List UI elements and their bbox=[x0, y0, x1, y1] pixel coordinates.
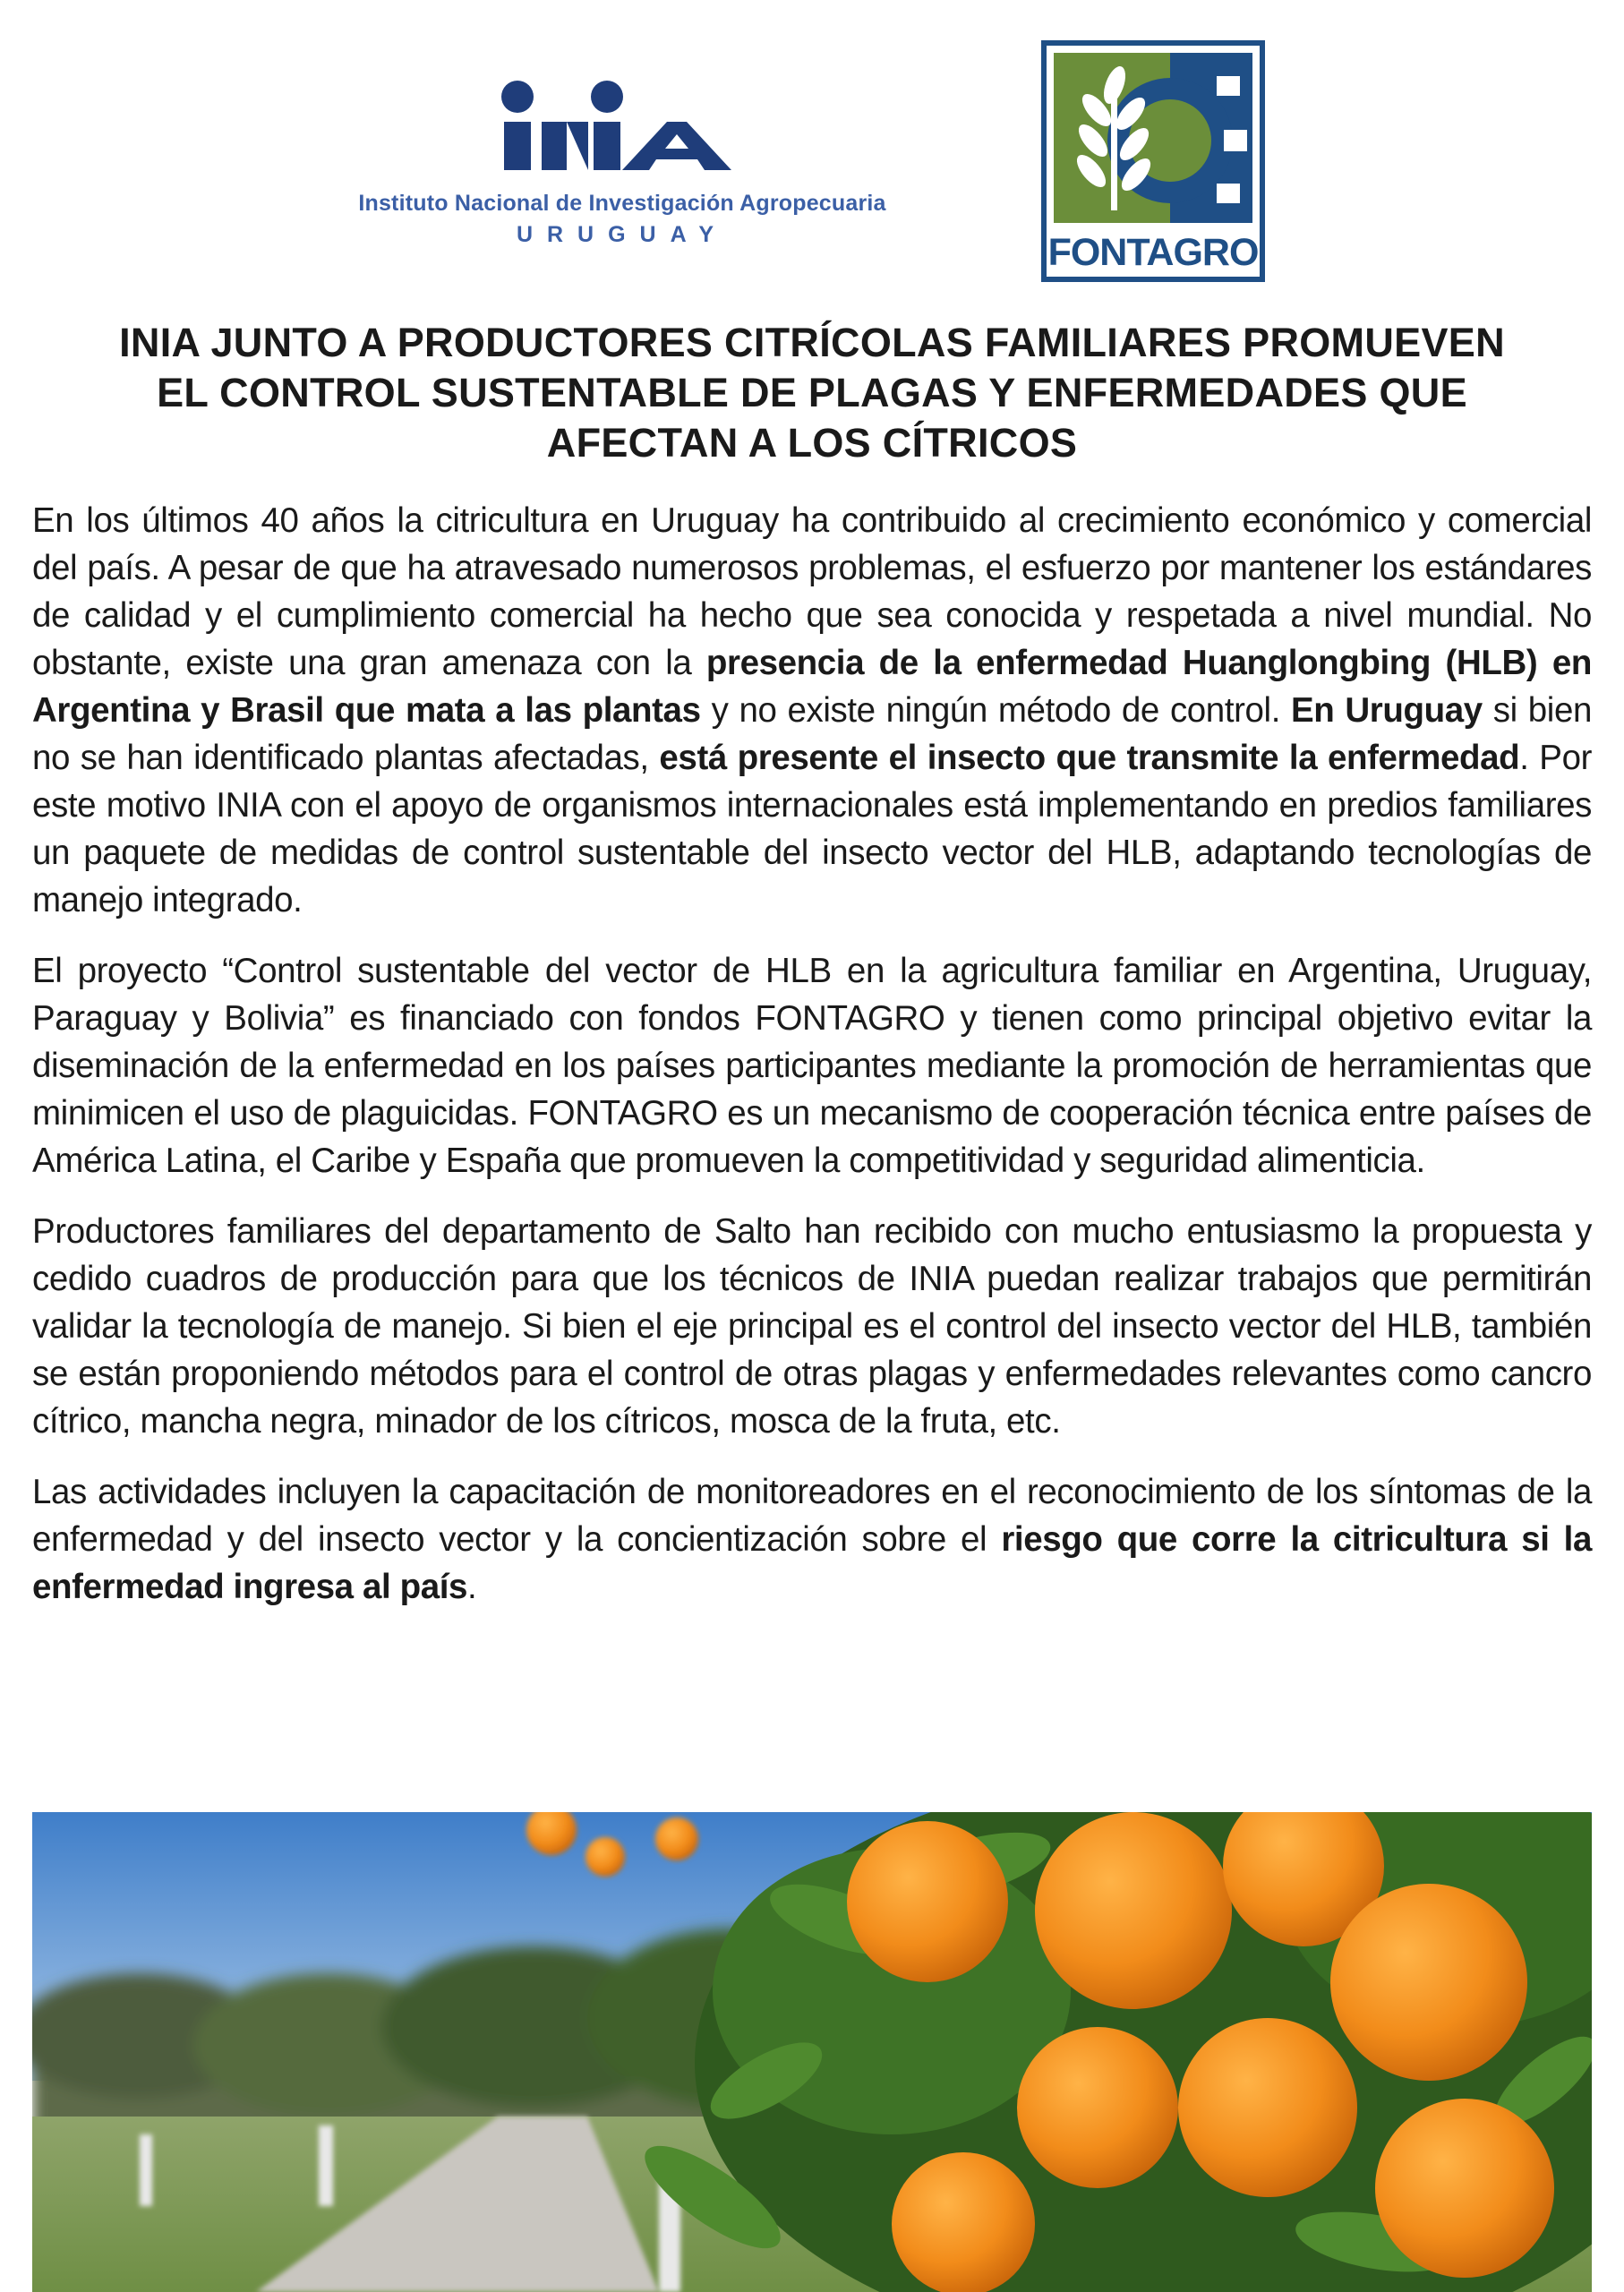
paragraph-4 bbox=[32, 1468, 1592, 1611]
p4-text-2: . bbox=[467, 1568, 477, 1606]
p1-bold-1: presencia de la enfermedad Huanglongbing (HLB) en Argentina y Brasil que mata a las plantas bbox=[32, 644, 1592, 730]
orange-tree-image bbox=[32, 1812, 1592, 2292]
p1-text-4: . Por este motivo INIA con el apoyo de organismos internacionales está implementando en predios familiares un paquete de medidas de control sustentable del insecto vector del HLB, adaptando tecnologías de manejo integrado. bbox=[32, 739, 1592, 919]
p4-bold-1: riesgo que corre la citricultura si la enfermedad ingresa al país bbox=[32, 1520, 1592, 1606]
inia-country: URUGUAY bbox=[516, 222, 729, 247]
paragraph-2: El proyecto “Control sustentable del vector de HLB en la agricultura familiar en Argentina, Uruguay, Paraguay y Bolivia” es financiado con fondos FONTAGRO y tienen como principal objetivo evitar la diseminación de la enfermedad en los países participantes mediante la promoción de herramientas que minimicen el uso de plaguicidas. FONTAGRO es un mecanismo de cooperación técnica entre países de América Latina, el Caribe y España que promueven la competitividad y seguridad alimenticia. bbox=[32, 952, 1592, 1180]
fontagro-logo bbox=[1041, 40, 1265, 282]
p1-text-2: y no existe ningún método de control. bbox=[700, 691, 1291, 730]
p4-text-1: Las actividades incluyen la capacitación de monitoreadores en el reconocimiento de los síntomas de la enfermedad y del insecto vector y la concientización sobre el bbox=[32, 1473, 1592, 1559]
citrus-orchard-photo bbox=[32, 1812, 1592, 2292]
inia-logo bbox=[354, 72, 891, 260]
p1-bold-3: está presente el insecto que transmite la enfermedad bbox=[659, 739, 1520, 777]
inia-subtitle: Instituto Nacional de Investigación Agropecuaria bbox=[358, 191, 886, 216]
p1-text-3: si bien no se han identificado plantas afectadas, bbox=[32, 691, 1592, 777]
headline-line-1: INIA JUNTO A PRODUCTORES CITRÍCOLAS FAMILIARES PROMUEVEN bbox=[119, 320, 1505, 365]
p1-bold-2: En Uruguay bbox=[1291, 691, 1483, 730]
p1-text-1: En los últimos 40 años la citricultura en Uruguay ha contribuido al crecimiento económico y comercial del país. A pesar de que ha atravesado numerosos problemas, el esfuerzo por mantener los estándares de calidad y el cumplimiento comercial ha hecho que sea conocida y respetada a nivel mundial. No obstante, existe una gran amenaza con la bbox=[32, 501, 1592, 682]
paragraph-1 bbox=[32, 497, 1592, 924]
article-body bbox=[32, 497, 1592, 1634]
headline-line-2: EL CONTROL SUSTENTABLE DE PLAGAS Y ENFERMEDADES QUE bbox=[157, 370, 1467, 415]
paragraph-3: Productores familiares del departamento de Salto han recibido con mucho entusiasmo la propuesta y cedido cuadros de producción para que los técnicos de INIA puedan realizar trabajos que permitirán validar la tecnología de manejo. Si bien el eje principal es el control del insecto vector del HLB, también se están proponiendo métodos para el control de otras plagas y enfermedades relevantes como cancro cítrico, mancha negra, minador de los cítricos, mosca de la fruta, etc. bbox=[32, 1212, 1592, 1441]
article-headline bbox=[32, 318, 1592, 468]
headline-line-3: AFECTAN A LOS CÍTRICOS bbox=[546, 420, 1078, 466]
fontagro-wordmark: FONTAGRO bbox=[1047, 231, 1259, 274]
inia-wordmark bbox=[354, 72, 891, 188]
